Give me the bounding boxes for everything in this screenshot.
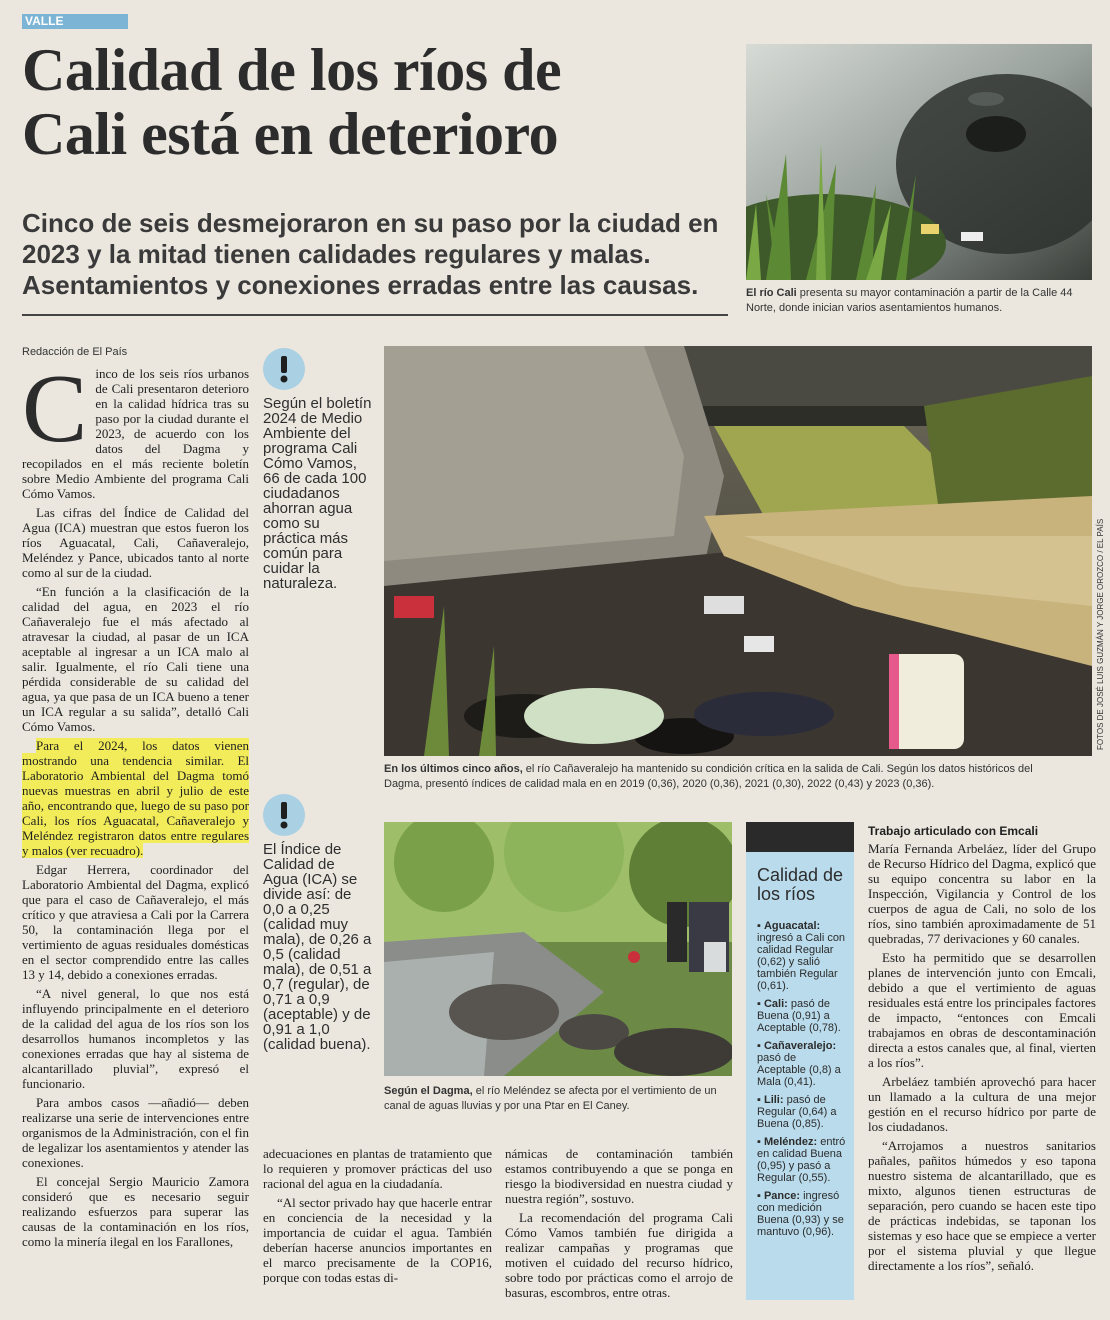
box-header-bar [746,822,854,852]
body-column-1 [22,355,249,1253]
top-photo-image [746,44,1092,280]
headline-line-1: Calidad de los ríos de [22,37,562,103]
highlighted-paragraph [22,738,249,858]
main-photo-caption [384,762,1064,792]
secondary-photo [384,822,732,1076]
river-item-cali: ▪ Cali: pasó de Buena (0,91) a Aceptable (0,78). [757,998,841,1034]
deck: Cinco de seis desmejoraron en su paso por la ciudad en 2023 y la mitad tienen calidades regulares y malas. Asentamientos y conexiones erradas entre las causas. [22,208,719,300]
fact-box-2: El Índice de Calidad de Agua (ICA) se divide así: de 0,0 a 0,25 (calidad muy mala), de 0,26 a 0,5 (calidad mala), de 0,51 a 0,7 (regular), de 0,71 a 0,9 (aceptable) y de 0,91 a 1,0 (calidad buena). [263,841,372,1053]
paragraph: El concejal Sergio Mauricio Zamora consideró que es necesario seguir realizando esfuerzos para superar las causas de la contaminación en los ríos, como la minería ilegal en los Farallones, [22,1174,249,1249]
main-photo [384,346,1092,756]
secondary-photo-caption [384,1084,732,1114]
paragraph: “Arrojamos a nuestros sanitarios pañales, pañitos húmedos y eso tapona nuestro sistema de alcantarillado, que es mixto, algunos tienen estructuras de separación, pero cuando se hacen este tipo de prácticas indebidas, se taponan los sistemas y eso hace que se empiece a verter por el sistema pluvial y que llegue directamente a los ríos”, señaló. [868,1138,1096,1273]
top-photo [746,44,1092,280]
box-title: Calidad de los ríos [757,865,844,904]
paragraph: La recomendación del programa Cali Cómo Vamos también fue dirigida a realizar campañas y programas que motiven el cuidado del recurso hídrico, sobre todo por prácticas como el arrojo de basuras, escombros, entre otras. [505,1210,733,1300]
paragraph: Edgar Herrera, coordinador del Laboratorio Ambiental del Dagma, explicó que para el caso de Cañaveralejo, el más crítico y que atraviesa a Cali por la Carrera 50, la contaminación llega por el vertimiento de aguas residuales domésticas en el sector comprendido entre las calles 13 y 14, debido a conexiones erradas. [22,862,249,982]
paragraph: “Al sector privado hay que hacerle entrar en conciencia de la necesidad y la importancia de cuidar el agua. También deberían hacerse anuncios importantes en el marco precisamente de la COP16, porque con todas estas di- [263,1195,492,1285]
body-column-2 [263,1146,492,1289]
headline-line-2: Cali está en deterioro [22,101,559,167]
river-item-lili: ▪ Lili: pasó de Regular (0,64) a Buena (0,85). [757,1094,837,1130]
top-photo-caption-text: presenta su mayor contaminación a partir de la Calle 44 Norte, donde inician varios asentamientos humanos. [746,287,1073,314]
paragraph: Para ambos casos —añadió— deben realizarse una serie de intervenciones entre organismos de la Administración, con el fin de legalizar los asentamientos y atender las conexiones. [22,1095,249,1170]
subheading: Trabajo articulado con Emcali [868,824,1039,838]
alert-icon [263,348,305,390]
river-item-aguacatal: ▪ Aguacatal: ingresó a Cali con calidad Regular (0,62) y salió también Regular (0,61). [757,920,846,992]
photo-credit: FOTOS DE JOSÉ LUIS GUZMÁN Y JORGE OROZCO / EL PAÍS [1096,518,1105,750]
top-photo-caption [746,286,1092,316]
paragraph: “En función a la clasificación de la calidad del agua, en 2023 el río Cañaveralejo fue el más afectado al atravesar la ciudad, al pasar de un ICA aceptable al ingresar a un ICA malo al salir. Igualmente, el río Cali tiene una pérdida considerable de su calidad del agua, ya que pasa de un ICA bueno a tener un ICA regular a su salida”, detalló Cali Cómo Vamos. [22,584,249,734]
secondary-photo-caption-text: el río Meléndez se afecta por el vertimiento de un canal de aguas lluvias y por una Ptar en El Caney. [384,1085,717,1112]
secondary-photo-caption-lead: Según el Dagma, [384,1085,473,1097]
river-item-melendez: ▪ Meléndez: entró en calidad Buena (0,95) y pasó a Regular (0,55). [757,1136,846,1184]
paragraph: María Fernanda Arbeláez, líder del Grupo de Recurso Hídrico del Dagma, explicó que su equipo concentra su labor en la Inspección, Vigilancia y Control de los cuerpos de agua de Cali, no solo de los ríos, sino también aproximadamente de 51 quebradas, 77 derivaciones y 60 canales. [868,841,1096,946]
main-photo-caption-lead: En los últimos cinco años, [384,763,523,775]
river-quality-box [746,822,854,1300]
paragraph: námicas de contaminación también estamos contribuyendo a que se ponga en riesgo la biodiversidad en nuestra ciudad y nuestra región”, sostuvo. [505,1146,733,1206]
secondary-photo-image [384,822,732,1076]
paragraph: Arbeláez también aprovechó para hacer un llamado a la cultura de una mejor gestión en el recurso hídrico por parte de los ciudadanos. [868,1074,1096,1134]
headline [22,38,742,166]
river-item-pance: ▪ Pance: ingresó con medición Buena (0,93) y se mantuvo (0,96). [757,1190,844,1238]
main-photo-image [384,346,1092,756]
paragraph: “A nivel general, lo que nos está influyendo principalmente en el deterioro de la calidad del agua de los ríos son los desarrollos humanos incompletos y las conexiones erradas que hay al sistema de alcantarillado pluvial”, expresó el funcionario. [22,986,249,1091]
main-photo-caption-text: el río Cañaveralejo ha mantenido su condición crítica en la salida de Cali. Según los datos históricos del Dagma, presentó índices de calidad mala en en 2019 (0,36), 2020 (0,36), 2021 (0,30), 2022 (0,43) y 2023 (0,36). [384,763,1033,790]
highlight: Para el 2024, los datos vienen mostrando una tendencia similar. El Laboratorio Ambiental del Dagma tomó nuevas muestras en abril y julio de este año, encontrando que, luego de su paso por Cali, los ríos Aguacatal, Cañaveralejo y Meléndez registraron datos entre regulares y malos (ver recuadro). [22,738,249,858]
body-column-3 [505,1146,733,1304]
river-item-canaveralejo: ▪ Cañaveralejo: pasó de Aceptable (0,8) a Mala (0,41). [757,1040,841,1088]
dropcap: C [22,355,88,463]
top-photo-caption-lead: El río Cali [746,287,797,299]
fact-box-1: Según el boletín 2024 de Medio Ambiente del programa Cali Cómo Vamos, 66 de cada 100 ciudadanos ahorran agua como su práctica más común para cuidar la naturaleza. [263,395,372,592]
byline: Redacción de El País [22,346,128,358]
paragraph: Esto ha permitido que se desarrollen planes de intervención junto con Emcali, debido a que el vertimiento de aguas residuales está entre los principales factores de impacto, “entonces con Emcali trabajamos en obras de descontaminación directa a estos canales que, al final, vierten a los ríos”. [868,950,1096,1070]
section-tag: VALLE [22,14,128,29]
alert-icon [263,794,305,836]
body-column-4 [868,824,1096,1277]
paragraph: Las cifras del Índice de Calidad del Agua (ICA) muestran que estos fueron los ríos Aguacatal, Cali, Cañaveralejo, Meléndez y Pance, ubicados tanto al norte como al sur de la ciudad. [22,505,249,580]
paragraph: inco de los seis ríos urbanos de Cali presentaron deterioro en la calidad hídrica tras su paso por la ciudad durante el 2023, de acuerdo con los datos del Dagma y recopilados en el más reciente boletín sobre Medio Ambiente del programa Cali Cómo Vamos. [22,366,249,501]
paragraph: adecuaciones en plantas de tratamiento que lo requieren y promover prácticas del uso racional del agua en la ciudadanía. [263,1146,492,1191]
divider [22,314,728,316]
